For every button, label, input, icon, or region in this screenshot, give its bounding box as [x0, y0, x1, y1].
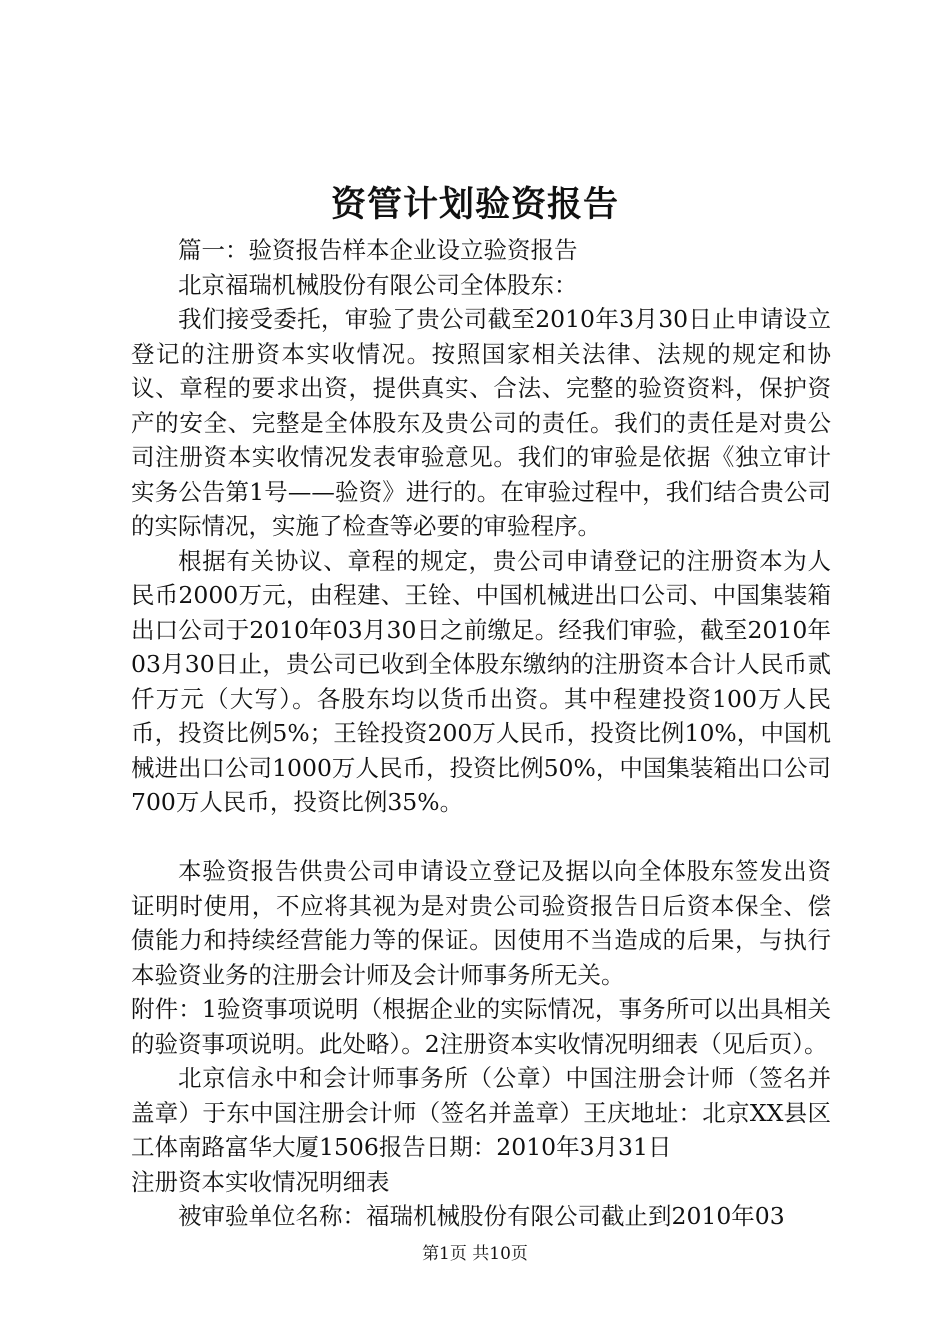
paragraph-audited-entity: 被审验单位名称：福瑞机械股份有限公司截止到2010年03	[178, 1202, 785, 1230]
paragraph-usage-statement: 本验资报告供贵公司申请设立登记及据以向全体股东签发出资证明时使用，不应将其视为是对贵公司验资报告日后资本保全、偿债能力和持续经营能力等的保证。因使用不当造成的后果，与执行本验资业务的注册会计师及会计师事务所无关。	[131, 857, 831, 989]
paragraph-signatures: 北京信永中和会计师事务所（公章）中国注册会计师（签名并盖章）于东中国注册会计师（签名并盖章）王庆地址：北京XX县区工体南路富华大厦1506报告日期：2010年3月31日	[131, 1064, 831, 1161]
paragraph-capital-details: 根据有关协议、章程的规定，贵公司申请登记的注册资本为人民币2000万元，由程建、王铨、中国机械进出口公司、中国集装箱出口公司于2010年03月30日之前缴足。经我们审验，截至2010年03月30日止，贵公司已收到全体股东缴纳的注册资本合计人民币贰仟万元（大写）。各股东均以货币出资。其中程建投资100万人民币，投资比例5%；王铨投资200万人民币，投资比例10%，中国机械进出口公司1000万人民币，投资比例50%，中国集装箱出口公司700万人民币，投资比例35%。	[131, 546, 831, 816]
paragraph-engagement: 我们接受委托，审验了贵公司截至2010年3月30日止申请设立登记的注册资本实收情况。按照国家相关法律、法规的规定和协议、章程的要求出资，提供真实、合法、完整的验资资料，保护资产的安全、完整是全体股东及贵公司的责任。我们的责任是对贵公司注册资本实收情况发表审验意见。我们的审验是依据《独立审计实务公告第1号——验资》进行的。在审验过程中，我们结合贵公司的实际情况，实施了检查等必要的审验程序。	[131, 305, 831, 540]
paragraph-attachments: 附件：1验资事项说明（根据企业的实际情况，事务所可以出具相关的验资事项说明。此处略）。2注册资本实收情况明细表（见后页）。	[131, 995, 831, 1058]
document-title: 资管计划验资报告	[330, 184, 619, 225]
page-footer: 第1页 共10页	[422, 1244, 528, 1264]
paragraph-heading: 篇一：验资报告样本企业设立验资报告	[178, 236, 578, 264]
paragraph-table-title: 注册资本实收情况明细表	[131, 1167, 390, 1196]
document-body	[131, 233, 831, 1234]
paragraph-addressee: 北京福瑞机械股份有限公司全体股东：	[178, 270, 578, 299]
